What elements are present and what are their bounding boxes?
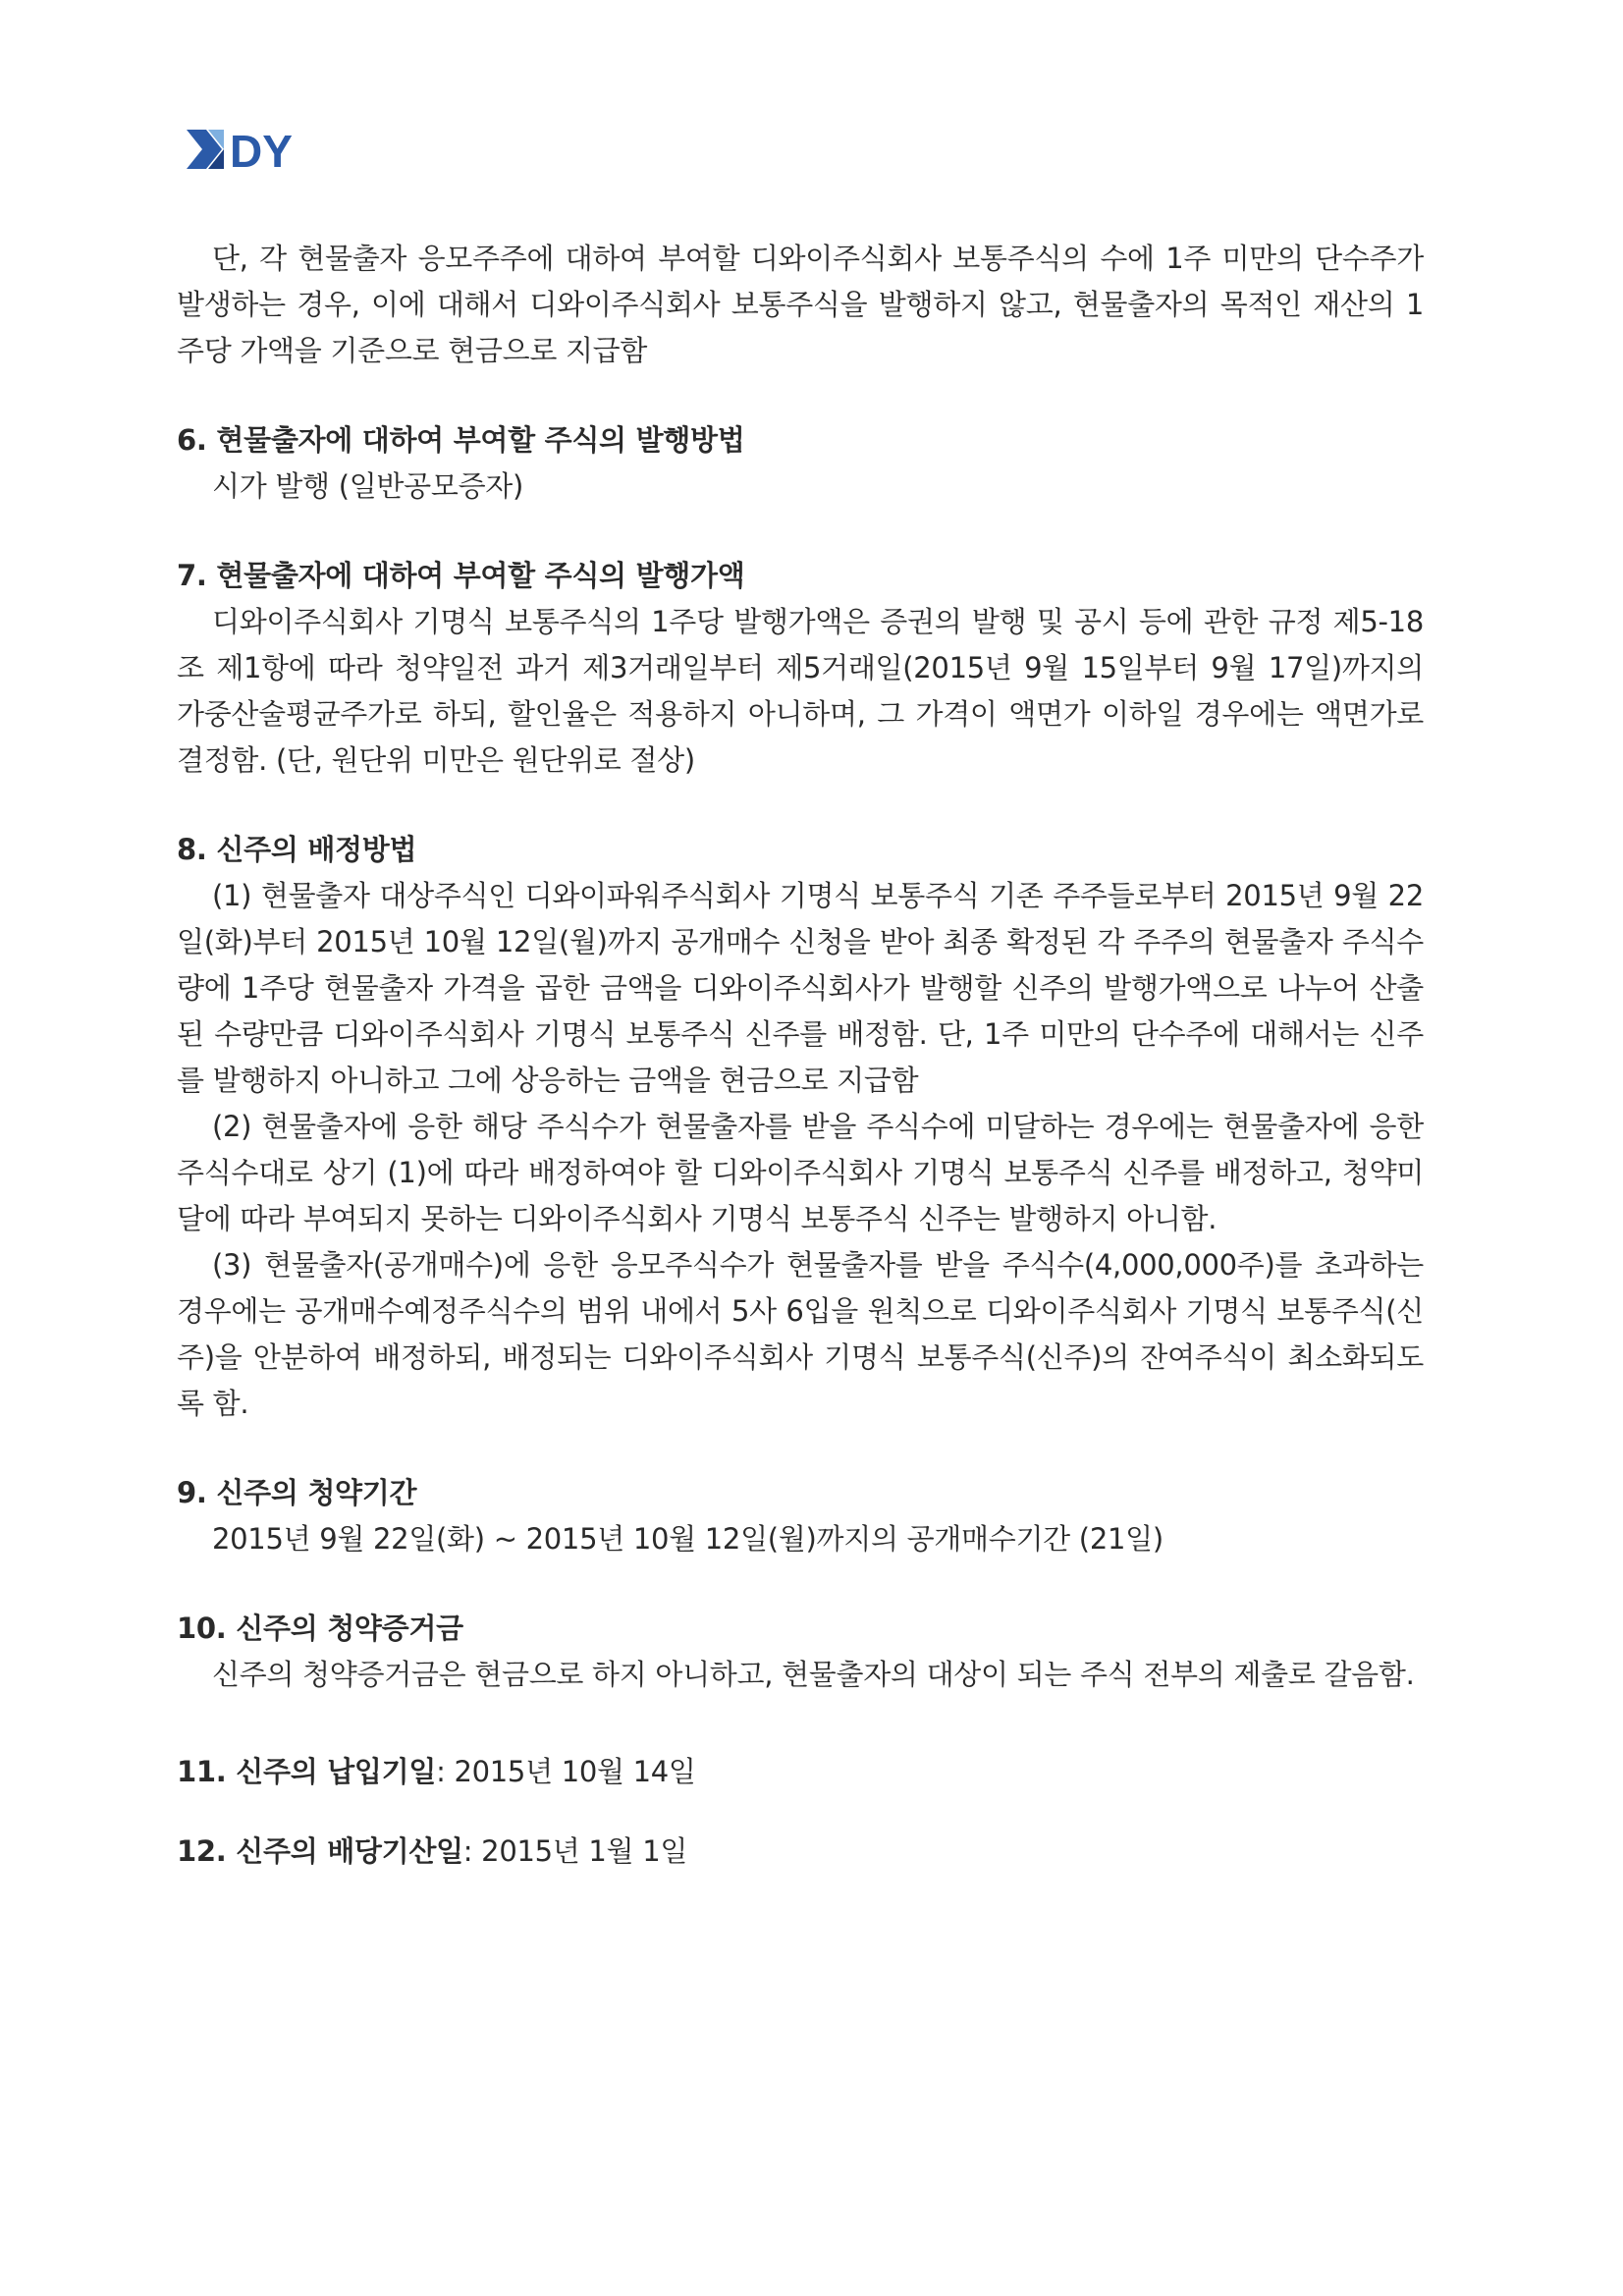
section-8-item-2: (2) 현물출자에 응한 해당 주식수가 현물출자를 받을 주식수에 미달하는 경우에는 현물출자에 응한 주식수대로 상기 (1)에 따라 배정하여야 할 디와이주식회사 기명식 보통주식 신주를 배정하고, 청약미달에 따라 부여되지 못하는 디와이주식회사 기명식 보통주식 신주는 발행하지 아니함. [177,1110,1424,1235]
section-8-title: 8. 신주의 배정방법 [177,833,417,866]
section-9-body: 2015년 9월 22일(화) ~ 2015년 10월 12일(월)까지의 공개매수기간 (21일) [212,1522,1163,1556]
section-10-body: 신주의 청약증거금은 현금으로 하지 아니하고, 현물출자의 대상이 되는 주식 전부의 제출로 갈음함. [212,1658,1415,1691]
intro-note: 단, 각 현물출자 응모주주에 대하여 부여할 디와이주식회사 보통주식의 수에 1주 미만의 단수주가 발생하는 경우, 이에 대해서 디와이주식회사 보통주식을 발행하지 않고, 현물출자의 목적인 재산의 1주당 가액을 기준으로 현금으로 지급함 [177,242,1424,367]
section-12-value: : 2015년 1월 1일 [462,1834,688,1868]
section-11-label: 11. 신주의 납입기일 [177,1755,437,1788]
section-9-title: 9. 신주의 청약기간 [177,1476,417,1509]
section-12-label: 12. 신주의 배당기산일 [177,1834,463,1868]
section-10-title: 10. 신주의 청약증거금 [177,1612,463,1645]
section-12 [177,1829,1424,1875]
section-7-body: 디와이주식회사 기명식 보통주식의 1주당 발행가액은 증권의 발행 및 공시 등에 관한 규정 제5-18조 제1항에 따라 청약일전 과거 제3거래일부터 제5거래일(2015년 9월 15일부터 9월 17일)까지의 가중산술평균주가로 하되, 할인율은 적용하지 아니하며, 그 가격이 액면가 이하일 경우에는 액면가로 결정함. (단, 원단위 미만은 원단위로 절상) [177,605,1424,777]
section-11 [177,1749,1424,1795]
document-body [177,236,1424,1875]
section-8-item-3: (3) 현물출자(공개매수)에 응한 응모주식수가 현물출자를 받을 주식수(4,000,000주)를 초과하는 경우에는 공개매수예정주식수의 범위 내에서 5사 6입을 원칙으로 디와이주식회사 기명식 보통주식(신주)을 안분하여 배정하되, 배정되는 디와이주식회사 기명식 보통주식(신주)의 잔여주식이 최소화되도록 함. [177,1248,1424,1420]
section-8-item-1: (1) 현물출자 대상주식인 디와이파워주식회사 기명식 보통주식 기존 주주들로부터 2015년 9월 22일(화)부터 2015년 10월 12일(월)까지 공개매수 신청을 받아 최종 확정된 각 주주의 현물출자 주식수량에 1주당 현물출자 가격을 곱한 금액을 디와이주식회사가 발행할 신주의 발행가액으로 나누어 산출된 수량만큼 디와이주식회사 기명식 보통주식 신주를 배정함. 단, 1주 미만의 단수주에 대해서는 신주를 발행하지 아니하고 그에 상응하는 금액을 현금으로 지급함 [177,879,1424,1097]
section-6-body: 시가 발행 (일반공모증자) [212,469,524,503]
company-logo [183,120,330,179]
section-11-value: : 2015년 10월 14일 [436,1755,696,1788]
logo-text: DY [230,126,293,177]
dy-logo-icon [183,120,330,179]
section-6-title: 6. 현물출자에 대하여 부여할 주식의 발행방법 [177,423,745,457]
section-7-title: 7. 현물출자에 대하여 부여할 주식의 발행가액 [177,559,745,592]
